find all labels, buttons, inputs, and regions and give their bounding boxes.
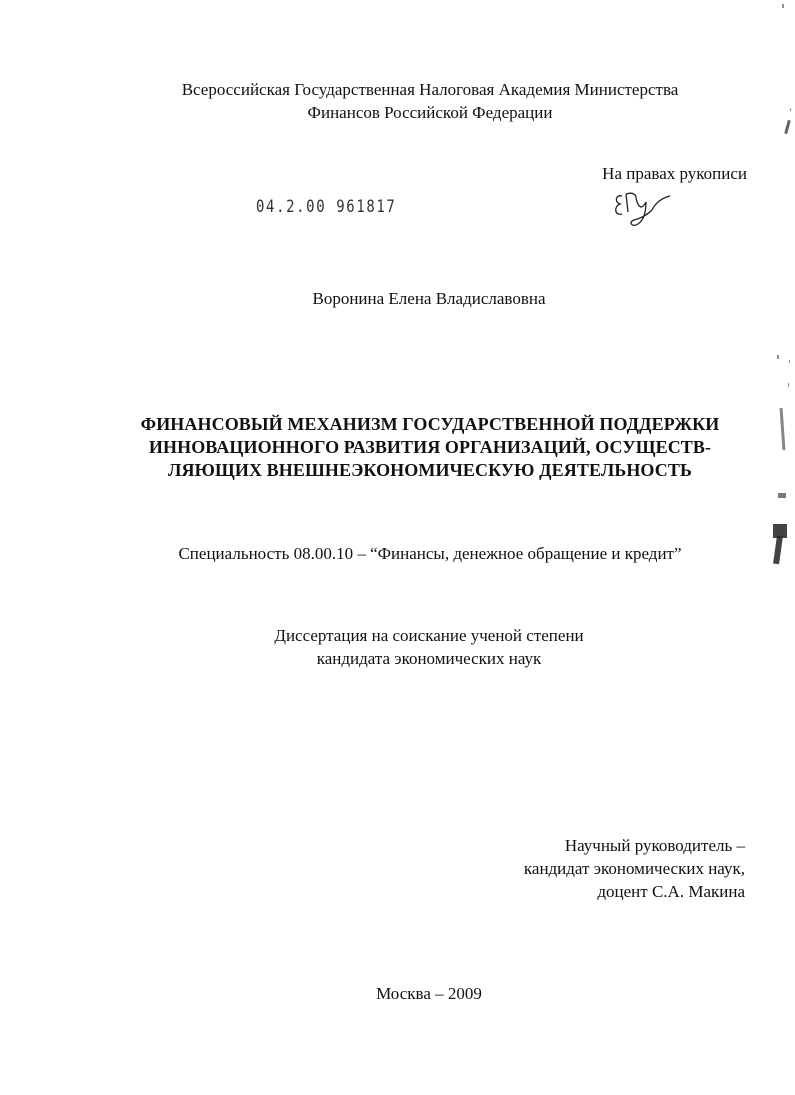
institution-line-1: Всероссийская Государственная Налоговая Академия Министерства — [181, 80, 679, 99]
institution-line-2: Финансов Российской Федерации — [307, 103, 553, 122]
city-year: Москва – 2009 — [376, 984, 482, 1003]
signature-icon — [612, 188, 672, 230]
registry-number: 04.2.00 961817 — [256, 197, 397, 217]
supervisor-info — [440, 834, 745, 903]
degree-statement — [200, 624, 658, 670]
dissertation-title — [110, 413, 750, 482]
supervisor-line-3: доцент С.А. Макина — [597, 882, 745, 901]
title-line-2: ИННОВАЦИОННОГО РАЗВИТИЯ ОРГАНИЗАЦИЙ, ОСУЩЕСТВ- — [148, 437, 712, 457]
supervisor-line-2: кандидат экономических наук, — [523, 859, 745, 878]
title-line-1: ФИНАНСОВЫЙ МЕХАНИЗМ ГОСУДАРСТВЕННОЙ ПОДДЕРЖКИ — [140, 414, 720, 434]
specialty: Специальность 08.00.10 – “Финансы, денежное обращение и кредит” — [178, 544, 682, 563]
degree-line-2: кандидата экономических наук — [316, 649, 542, 668]
degree-line-1: Диссертация на соискание ученой степени — [274, 626, 584, 645]
supervisor-line-1: Научный руководитель – — [564, 836, 745, 855]
institution-name — [100, 78, 760, 124]
manuscript-note: На правах рукописи — [602, 164, 747, 183]
title-line-3: ЛЯЮЩИХ ВНЕШНЕЭКОНОМИЧЕСКУЮ ДЕЯТЕЛЬНОСТЬ — [168, 460, 692, 480]
author-name: Воронина Елена Владиславовна — [312, 289, 546, 308]
